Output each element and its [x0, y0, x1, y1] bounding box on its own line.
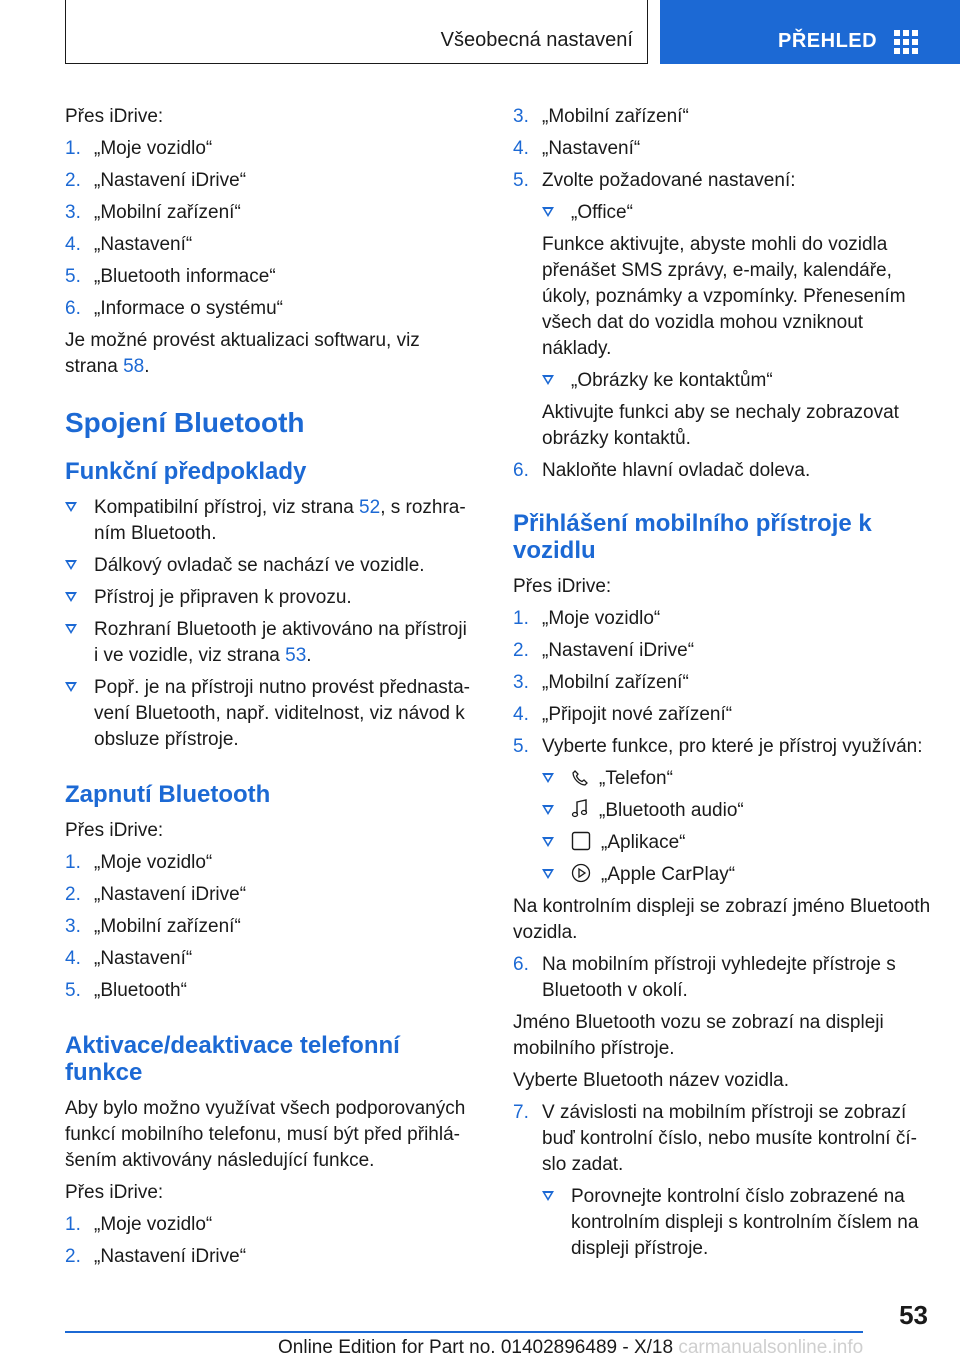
heading-device-login: Přihlášení mobilního přístroje k vozidlu — [513, 510, 872, 564]
function-label: „Apple CarPlay“ — [601, 864, 736, 885]
section-title: Všeobecná nastavení — [440, 29, 633, 51]
list-item — [65, 1212, 475, 1238]
update-paragraph — [65, 328, 475, 380]
step-text: „Nastavení iDrive“ — [94, 884, 247, 905]
page-link-52[interactable]: 52 — [359, 497, 381, 518]
edition-text: Online Edition for Part no. 01402896489 - X/18 — [278, 1337, 674, 1358]
step-text: „Moje vozidlo“ — [94, 1214, 213, 1235]
step-number: 1. — [65, 138, 81, 159]
step-text: Nakloňte hlavní ovladač doleva. — [542, 460, 811, 481]
bullet-text: Porovnejte kontrolní číslo zobrazené na kontrolním displeji s kontrolním číslem na displeji přístroje. — [571, 1186, 919, 1259]
list-item — [65, 978, 475, 1004]
office-description: Funkce aktivujte, abyste mohli do vozidla přenášet SMS zprávy, e-maily, kalendáře, úkoly, poznámky a vzpomínky. Přenesením všech dat do vozidla mohou vzniknout náklady. — [542, 234, 906, 359]
step-number: 6. — [513, 954, 529, 975]
list-item — [542, 798, 933, 824]
photos-label: „Obrázky ke kontaktům“ — [571, 370, 773, 391]
bullet-text: , s rozhraním Bluetooth. — [94, 497, 466, 544]
bullet-text: Popř. je na přístroji nutno provést přednastavení Bluetooth, např. viditelnost, viz návod k obsluze přístroje. — [94, 677, 470, 750]
music-note-icon — [571, 799, 589, 819]
header-box — [65, 0, 648, 64]
list-item — [513, 734, 933, 760]
step-text: Zvolte požadované nastavení: — [542, 170, 796, 191]
list-item — [513, 702, 933, 728]
step-number: 3. — [513, 106, 529, 127]
right-column — [513, 104, 933, 1268]
function-label: „Aplikace“ — [601, 832, 686, 853]
phone-icon — [571, 769, 589, 787]
list-item — [513, 458, 933, 484]
heading-phone-function: Aktivace/deaktivace telefonní funkce — [65, 1032, 400, 1086]
step-number: 5. — [513, 170, 529, 191]
bullet-text: . — [306, 645, 312, 666]
step-text: „Moje vozidlo“ — [94, 138, 213, 159]
list-item — [542, 1184, 933, 1262]
list-item — [65, 495, 475, 547]
step-text: „Informace o systému“ — [94, 298, 283, 319]
step-number: 4. — [65, 234, 81, 255]
step-text: V závislosti na mobilním přístroji se zobrazí buď kontrolní číslo, nebo musíte kontrolní číslo zadat. — [542, 1102, 917, 1175]
step-number: 2. — [65, 884, 81, 905]
steps-list-1 — [65, 136, 475, 322]
step-text: „Nastavení iDrive“ — [94, 170, 247, 191]
list-item — [542, 766, 933, 792]
list-item — [65, 264, 475, 290]
step-text: „Moje vozidlo“ — [94, 852, 213, 873]
step6-paragraph: Vyberte Bluetooth název vozidla. — [513, 1070, 790, 1091]
list-item — [65, 850, 475, 876]
step-number: 3. — [65, 916, 81, 937]
intro-text: Přes iDrive: — [65, 820, 164, 841]
bullet-text: Kompatibilní přístroj, viz strana — [94, 497, 354, 518]
step-number: 7. — [513, 1102, 529, 1123]
function-label: „Telefon“ — [599, 768, 673, 789]
step-text: „Mobilní zařízení“ — [94, 202, 241, 223]
step-text: „Připojit nové zařízení“ — [542, 704, 733, 725]
list-item — [65, 232, 475, 258]
step-text: „Mobilní zařízení“ — [542, 672, 689, 693]
step-number: 4. — [513, 138, 529, 159]
page-link-53[interactable]: 53 — [285, 645, 307, 666]
step-number: 3. — [513, 672, 529, 693]
update-text: Je možné provést aktualizaci softwaru, viz strana — [65, 330, 420, 377]
list-item — [65, 675, 475, 753]
step-text: „Nastavení iDrive“ — [94, 1246, 247, 1267]
page-link-58[interactable]: 58 — [123, 356, 145, 377]
grid-icon — [894, 30, 918, 54]
list-item — [65, 136, 475, 162]
list-item — [513, 168, 933, 194]
office-label: „Office“ — [571, 202, 633, 223]
bullet-text: Dálkový ovladač se nachází ve vozidle. — [94, 555, 425, 576]
step-number: 5. — [513, 736, 529, 757]
intro-text: Přes iDrive: — [65, 106, 164, 127]
step-text: „Nastavení“ — [94, 948, 193, 969]
list-item — [513, 1100, 933, 1178]
list-item — [65, 168, 475, 194]
heading-prerequisites: Funkční předpoklady — [65, 458, 307, 485]
footer-divider — [65, 1331, 863, 1333]
step-number: 2. — [65, 1246, 81, 1267]
step-text: „Bluetooth informace“ — [94, 266, 276, 287]
list-item — [65, 914, 475, 940]
list-item — [513, 136, 933, 162]
bullet-text: Rozhraní Bluetooth je aktivováno na přístroji i ve vozidle, viz strana — [94, 619, 467, 666]
step-number: 3. — [65, 202, 81, 223]
list-item — [65, 296, 475, 322]
app-square-icon — [571, 831, 591, 851]
step-number: 2. — [65, 170, 81, 191]
step-number: 5. — [65, 980, 81, 1001]
step-text: „Nastavení“ — [542, 138, 641, 159]
step-text: Na mobilním přístroji vyhledejte přístroje s Bluetooth v okolí. — [542, 954, 896, 1001]
list-item — [65, 946, 475, 972]
step-text: „Nastavení iDrive“ — [542, 640, 695, 661]
step-text: „Moje vozidlo“ — [542, 608, 661, 629]
function-label: „Bluetooth audio“ — [599, 800, 744, 821]
step-number: 1. — [513, 608, 529, 629]
step-number: 6. — [513, 460, 529, 481]
footer-text — [278, 1337, 863, 1359]
list-item — [542, 830, 933, 856]
play-circle-icon — [571, 863, 591, 883]
phone-paragraph: Aby bylo možno využívat všech podporovaných funkcí mobilního telefonu, musí být před přihlášením aktivovány následující funkce. — [65, 1098, 466, 1171]
overview-tab-label: PŘEHLED — [778, 30, 878, 52]
list-item — [542, 368, 933, 394]
watermark: carmanualsonline.info — [678, 1337, 864, 1358]
step-text: „Bluetooth“ — [94, 980, 187, 1001]
heading-bluetooth-connection: Spojení Bluetooth — [65, 407, 305, 438]
list-item — [65, 1244, 475, 1270]
step-text: „Mobilní zařízení“ — [542, 106, 689, 127]
step6-paragraph: Jméno Bluetooth vozu se zobrazí na displeji mobilního přístroje. — [513, 1012, 884, 1059]
list-item — [65, 553, 475, 579]
step-number: 1. — [65, 852, 81, 873]
list-item — [542, 862, 933, 888]
list-item — [513, 670, 933, 696]
step-number: 1. — [65, 1214, 81, 1235]
list-item — [65, 585, 475, 611]
step-number: 6. — [65, 298, 81, 319]
list-item — [513, 606, 933, 632]
step-number: 4. — [65, 948, 81, 969]
bullet-text: Přístroj je připraven k provozu. — [94, 587, 352, 608]
step-number: 5. — [65, 266, 81, 287]
step5-note: Na kontrolním displeji se zobrazí jméno Bluetooth vozidla. — [513, 896, 931, 943]
intro-text: Přes iDrive: — [65, 1182, 164, 1203]
page-number: 53 — [899, 1300, 928, 1330]
intro-text: Přes iDrive: — [513, 576, 612, 597]
step-number: 4. — [513, 704, 529, 725]
list-item — [65, 617, 475, 669]
list-item — [513, 104, 933, 130]
step-text: Vyberte funkce, pro které je přístroj využíván: — [542, 736, 923, 757]
overview-tab[interactable] — [660, 0, 960, 64]
step-text: „Nastavení“ — [94, 234, 193, 255]
list-item — [513, 952, 933, 1004]
list-item — [513, 638, 933, 664]
list-item — [65, 882, 475, 908]
heading-bluetooth-on: Zapnutí Bluetooth — [65, 781, 271, 808]
step-number: 2. — [513, 640, 529, 661]
step-text: „Mobilní zařízení“ — [94, 916, 241, 937]
list-item — [65, 200, 475, 226]
photos-description: Aktivujte funkci aby se nechaly zobrazovat obrázky kontaktů. — [542, 402, 899, 449]
update-end: . — [144, 356, 150, 377]
left-column — [65, 104, 475, 1276]
list-item — [542, 200, 933, 226]
